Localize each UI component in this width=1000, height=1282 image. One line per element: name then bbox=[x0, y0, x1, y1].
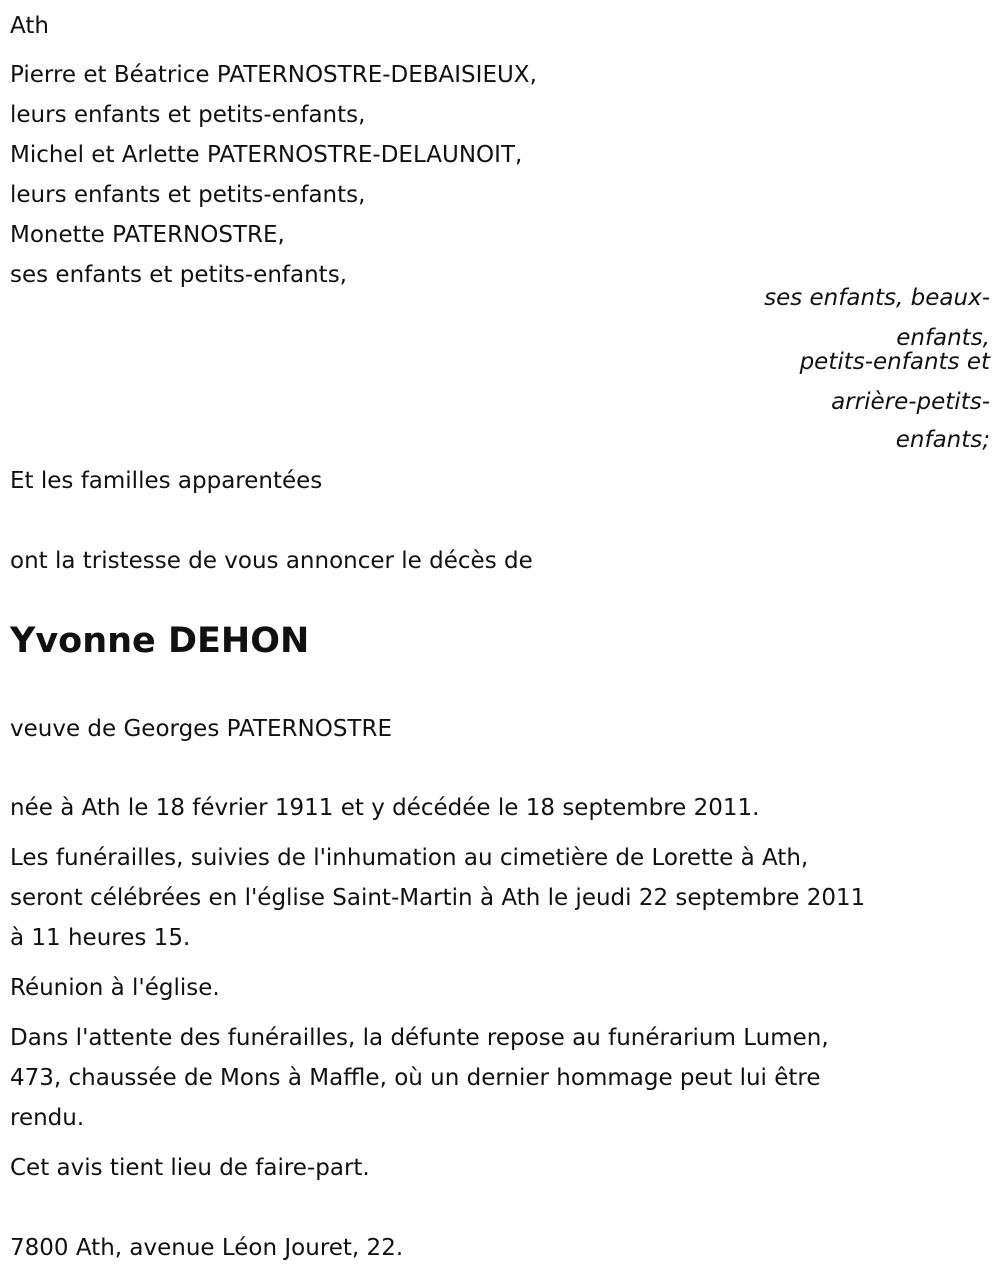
widow-of: veuve de Georges PATERNOSTRE bbox=[10, 716, 392, 742]
family-line: leurs enfants et petits-enfants, bbox=[10, 182, 366, 208]
funeral-line: à 11 heures 15. bbox=[10, 925, 191, 951]
descendants-line: petits-enfants et bbox=[799, 349, 990, 375]
repose-line: rendu. bbox=[10, 1105, 85, 1131]
notice: Cet avis tient lieu de faire-part. bbox=[10, 1155, 370, 1181]
announcement: ont la tristesse de vous annoncer le décès de bbox=[10, 548, 533, 574]
related-families: Et les familles apparentées bbox=[10, 468, 323, 494]
family-line: Michel et Arlette PATERNOSTRE-DELAUNOIT, bbox=[10, 142, 523, 168]
family-line: leurs enfants et petits-enfants, bbox=[10, 102, 366, 128]
address: 7800 Ath, avenue Léon Jouret, 22. bbox=[10, 1235, 404, 1261]
birth-death: née à Ath le 18 février 1911 et y décédée le 18 septembre 2011. bbox=[10, 795, 760, 821]
funeral-line: seront célébrées en l'église Saint-Martin à Ath le jeudi 22 septembre 2011 bbox=[10, 885, 866, 911]
descendants-line: arrière-petits- bbox=[831, 389, 990, 415]
meeting: Réunion à l'église. bbox=[10, 975, 220, 1001]
repose-line: Dans l'attente des funérailles, la défunte repose au funérarium Lumen, bbox=[10, 1025, 829, 1051]
family-line: Pierre et Béatrice PATERNOSTRE-DEBAISIEUX, bbox=[10, 62, 537, 88]
city: Ath bbox=[10, 13, 49, 39]
descendants-line: enfants, bbox=[896, 325, 990, 351]
family-line: Monette PATERNOSTRE, bbox=[10, 222, 285, 248]
funeral-line: Les funérailles, suivies de l'inhumation au cimetière de Lorette à Ath, bbox=[10, 845, 809, 871]
descendants-line: enfants; bbox=[895, 427, 990, 453]
family-line: ses enfants et petits-enfants, bbox=[10, 262, 347, 288]
deceased-name: Yvonne DEHON bbox=[10, 621, 310, 661]
descendants-line: ses enfants, beaux- bbox=[764, 285, 990, 311]
repose-line: 473, chaussée de Mons à Maffle, où un dernier hommage peut lui être bbox=[10, 1065, 821, 1091]
